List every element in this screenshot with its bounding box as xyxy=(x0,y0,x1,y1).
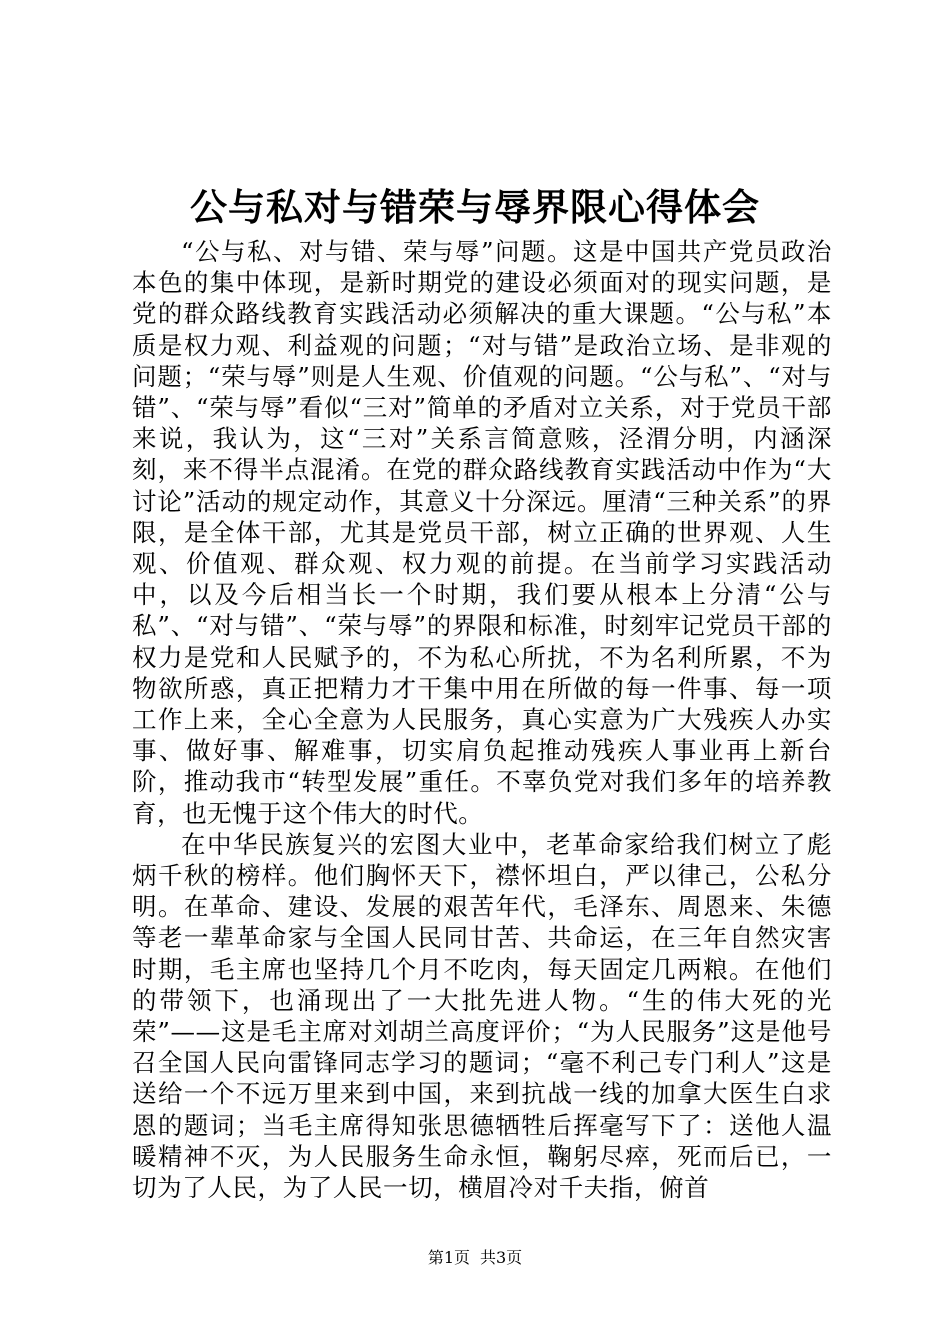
page-count: 共3页 xyxy=(480,1248,523,1267)
paragraph: 在中华民族复兴的宏图大业中，老革命家给我们树立了彪炳千秋的榜样。他们胸怀天下，襟怀坦白，严以律己，公私分明。在革命、建设、发展的艰苦年代，毛泽东、周恩来、朱德等老一辈革命家与全国人民同甘苦、共命运，在三年自然灾害时期，毛主席也坚持几个月不吃肉，每天固定几两粮。在他们的带领下，也涌现出了一大批先进人物。“生的伟大死的光荣”——这是毛主席对刘胡兰高度评价；“为人民服务”这是他号召全国人民向雷锋同志学习的题词；“毫不利己专门利人”这是送给一个不远万里来到中国，来到抗战一线的加拿大医生白求恩的题词；当毛主席得知张思德牺牲后挥毫写下了：送他人温暖精神不灭，为人民服务生命永恒，鞠躬尽瘁，死而后已，一切为了人民，为了人民一切，横眉冷对千夫指，俯首 xyxy=(132,829,832,1203)
document-body xyxy=(132,236,832,1203)
page-footer xyxy=(0,1248,950,1268)
paragraph: “公与私、对与错、荣与辱”问题。这是中国共产党员政治本色的集中体现，是新时期党的建设必须面对的现实问题，是党的群众路线教育实践活动必须解决的重大课题。“公与私”本质是权力观、利益观的问题；“对与错”是政治立场、是非观的问题；“荣与辱”则是人生观、价值观的问题。“公与私”、“对与错”、“荣与辱”看似“三对”简单的矛盾对立关系，对于党员干部来说，我认为，这“三对”关系言简意赅，泾渭分明，内涵深刻，来不得半点混淆。在党的群众路线教育实践活动中作为“大讨论”活动的规定动作，其意义十分深远。厘清“三种关系”的界限，是全体干部，尤其是党员干部，树立正确的世界观、人生观、价值观、群众观、权力观的前提。在当前学习实践活动中，以及今后相当长一个时期，我们要从根本上分清“公与私”、“对与错”、“荣与辱”的界限和标准，时刻牢记党员干部的权力是党和人民赋予的，不为私心所扰，不为名利所累，不为物欲所惑，真正把精力才干集中用在所做的每一件事、每一项工作上来，全心全意为人民服务，真心实意为广大残疾人办实事、做好事、解难事，切实肩负起推动残疾人事业再上新台阶，推动我市“转型发展”重任。不辜负党对我们多年的培养教育，也无愧于这个伟大的时代。 xyxy=(132,237,832,828)
page-number: 第1页 xyxy=(427,1248,470,1267)
document-title: 公与私对与错荣与辱界限心得体会 xyxy=(190,185,760,229)
